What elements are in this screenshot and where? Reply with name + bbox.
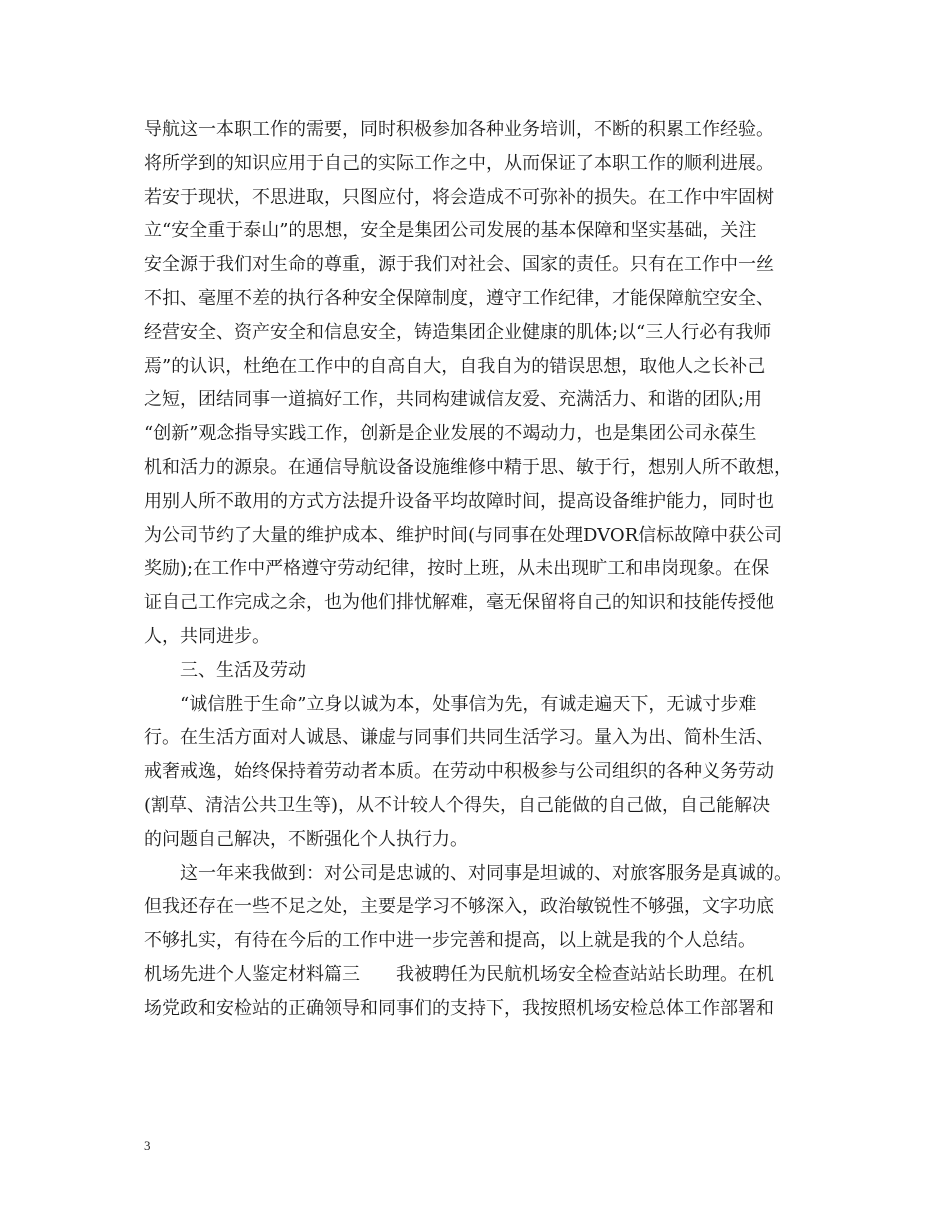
text-line: 的问题自己解决，不断强化个人执行力。 [144,828,468,850]
text-line: 场党政和安检站的正确领导和同事们的支持下，我按照机场安检总体工作部署和 [144,997,774,1019]
text-line: 之短，团结同事一道搞好工作，共同构建诚信友爱、充满活力、和谐的团队;用 [144,389,763,411]
body-text [144,113,824,1026]
text-line: 安全源于我们对生命的尊重，源于我们对社会、国家的责任。只有在工作中一丝 [144,254,774,276]
text-line: 三、生活及劳动 [180,659,306,681]
text-line: 奖励);在工作中严格遵守劳动纪律，按时上班，从未出现旷工和串岗现象。在保 [144,558,770,580]
text-line: 为公司节约了大量的维护成本、维护时间(与同事在处理DVOR信标故障中获公司 [144,524,783,546]
text-line: 焉”的认识，杜绝在工作中的自高自大，自我自为的错误思想，取他人之长补己 [144,355,766,377]
text-line: 用别人所不敢用的方式方法提升设备平均故障时间，提高设备维护能力，同时也 [144,490,774,512]
text-line: “创新”观念指导实践工作，创新是企业发展的不竭动力，也是集团公司永葆生 [144,423,757,445]
text-line: 人，共同进步。 [144,625,270,647]
text-line: 机和活力的源泉。在通信导航设备设施维修中精于思、敏于行，想别人所不敢想， [144,456,792,478]
text-line: 立“安全重于泰山”的思想，安全是集团公司发展的基本保障和坚实基础，关注 [144,220,757,242]
text-line: 行。在生活方面对人诚恳、谦虚与同事们共同生活学习。量入为出、简朴生活、 [144,727,774,749]
text-line: 这一年来我做到：对公司是忠诚的、对同事是坦诚的、对旅客服务是真诚的。 [180,862,792,884]
text-line: 若安于现状，不思进取，只图应付，将会造成不可弥补的损失。在工作中牢固树 [144,186,774,208]
text-line: (割草、清洁公共卫生等)，从不计较人个得失，自己能做的自己做，自己能解决 [144,794,771,816]
text-line: 不够扎实，有待在今后的工作中进一步完善和提高，以上就是我的个人总结。 [144,930,756,952]
page-number: 3 [144,1138,151,1153]
text-line: 证自己工作完成之余，也为他们排忧解难，毫无保留将自己的知识和技能传授他 [144,592,774,614]
text-line: 将所学到的知识应用于自己的实际工作之中，从而保证了本职工作的顺利进展。 [144,152,774,174]
text-line: 戒奢戒逸，始终保持着劳动者本质。在劳动中积极参与公司组织的各种义务劳动 [144,761,774,783]
text-line: 但我还存在一些不足之处，主要是学习不够深入，政治敏锐性不够强，文字功底 [144,896,774,918]
text-line: 经营安全、资产安全和信息安全，铸造集团企业健康的肌体;以“三人行必有我师 [144,321,772,343]
text-line: 机场先进个人鉴定材料篇三 我被聘任为民航机场安全检查站站长助理。在机 [144,963,774,985]
text-line: 导航这一本职工作的需要，同时积极参加各种业务培训，不断的积累工作经验。 [144,119,774,140]
text-line: “诚信胜于生命”立身以诚为本，处事信为先，有诚走遍天下，无诚寸步难 [180,693,757,715]
text-line: 不扣、毫厘不差的执行各种安全保障制度，遵守工作纪律，才能保障航空安全、 [144,287,774,309]
